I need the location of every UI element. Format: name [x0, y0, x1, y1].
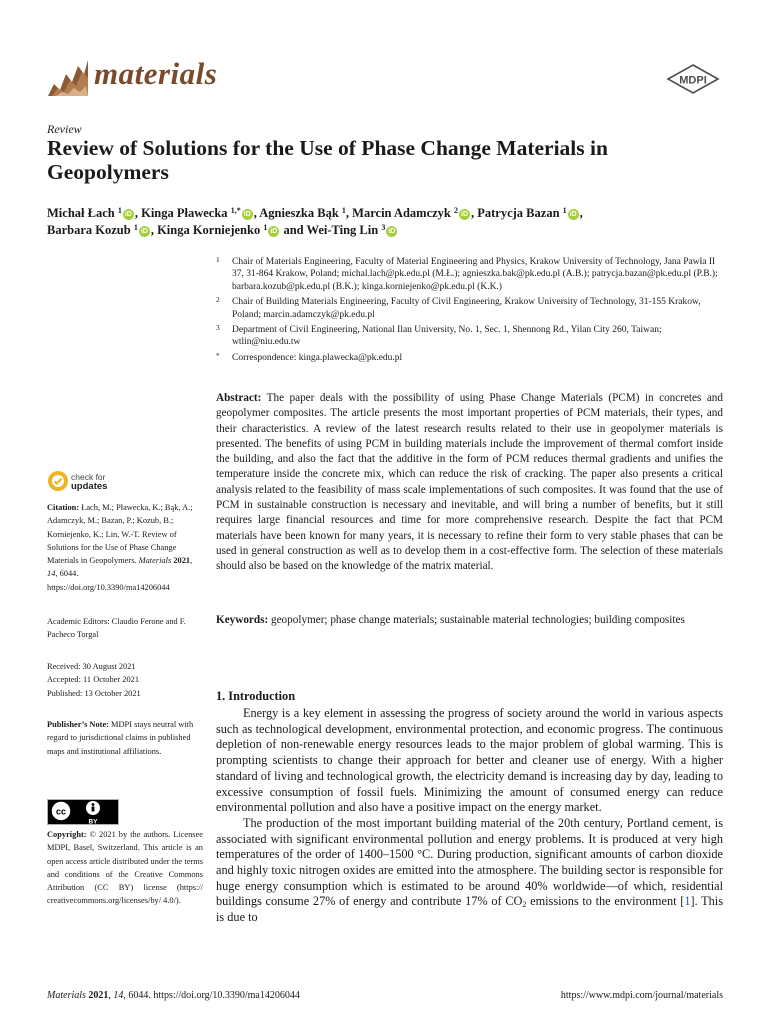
paragraph: Energy is a key element in assessing the progress of society around the world in various aspects such as technological development, environmental protection, and economic progress. The continuous depletion of non-renewable energy resources leads to the major problem of global warming. This is prompting scientists to change their approach for better and cleaner use of energy. With a higher standard of living and technological growth, the electricity demand is increasing day by day, leading to excessive consumption of fossil fuels. Minimizing the amount of consumed energy can reduce environmental pollution and also have a positive impact on the energy market.: [216, 706, 723, 815]
article-type: Review: [47, 122, 82, 136]
author-list-line-2: Barbara Kozub $^1$ iD , Kinga Korniejenko $^1$ iD and Wei-Ting Lin $^3$ iD: [47, 223, 396, 237]
copyright-notice: Copyright: © 2021 by the authors. Licensee MDPI, Basel, Switzerland. This article is an open access article distributed under the terms and conditions of the Creative Commons Attribution (CC BY) license (https:// creativecommons.org/licenses/by/ 4.0/).: [47, 830, 204, 906]
paragraph: The production of the most important building material of the 20th century, Portland cement, is associated with significant environmental pollution and energy problems. It is produced at very high temperatures of the order of 1400–1500 °C. During production, significant amounts of carbon dioxide and highly toxic nitrogen oxides are emitted into the atmosphere. The building sector is responsible for huge energy consumption which is estimated to be around 40% worldwide—of which, residential buildings consume 27% of energy and contribute 17% of $CO_2$ emissions to the environment [1]. This is due to: [216, 815, 724, 925]
reference-link[interactable]: 1: [684, 894, 691, 909]
author-list-line-1: Michał Łach $^1$ iD , Kinga Pławecka $^{1,*}$ iD , Agnieszka Bąk $^1$, Marcin Adamczyk $^2$ iD , Patrycja Bazan $^1$ iD ,: [47, 206, 583, 220]
author-name: Kinga Korniejenko: [157, 223, 261, 237]
author-name: Michał Łach: [47, 206, 115, 220]
footer-journal-url[interactable]: https://www.mdpi.com/journal/materials: [560, 990, 723, 1001]
author-name: Barbara Kozub: [47, 223, 131, 237]
abstract-label: Abstract:: [216, 392, 262, 404]
orcid-icon[interactable]: iD: [243, 211, 251, 218]
check-updates-label: check for updates: [71, 472, 108, 492]
author-name: Wei-Ting Lin: [306, 223, 379, 237]
author-name: Marcin Adamczyk: [352, 206, 451, 220]
cc-by-text: BY: [88, 818, 98, 825]
affiliations: [216, 256, 726, 367]
body-text: [216, 706, 723, 926]
correspondence-item: * Correspondence: kinga.plawecka@pk.edu.pl: [216, 350, 403, 363]
publishers-note: Publisher’s Note: MDPI stays neutral with regard to jurisdictional claims in published maps and institutional affiliations.: [47, 720, 194, 756]
author-name: Agnieszka Bąk: [259, 206, 339, 220]
journal-name: materials: [94, 56, 218, 91]
abstract-text: The paper deals with the possibility of using Phase Change Materials (PCM) in concretes and geopolymer composites. The article presents the most important properties of PCM materials, their types, and their characteristics. A review of the latest research results related to their use in geopolymer materials is presented. The benefits of using PCM in building materials include the improvement of thermal comfort inside the building, and also the fact that the additive in the form of PCM reduces thermal gradients and unifies the temperature inside the concrete mix, which can reduce the risk of cracking. The paper also presents a critical analysis related to the feasibility of mass scale implementations of such composites. It was found that the use of PCM in sustainable construction is necessary and inevitable, and will bring a number of benefits, but it still requires large financial resources and time for more comprehensive research. Despite the fact that PCM materials have been known for many years, it is necessary to refine their form to very stable phases that can be used in general construction as well as to develop them in a cost-effective form. The selection of these materials should also be based on the knowledge of the matrix material.: [216, 392, 723, 573]
orcid-icon[interactable]: iD: [569, 211, 577, 218]
received-date: Received: 30 August 2021: [47, 662, 136, 671]
accepted-date: Accepted: 11 October 2021: [47, 675, 140, 685]
author-name: Kinga Pławecka: [141, 206, 228, 220]
keywords: [216, 613, 723, 628]
orcid-icon[interactable]: iD: [140, 228, 148, 235]
published-date: Published: 13 October 2021: [47, 688, 141, 698]
orcid-icon[interactable]: iD: [270, 228, 278, 235]
footer-citation: Materials 2021, 14, 6044. https://doi.org/10.3390/ma14206044: [47, 990, 300, 1001]
keywords-text: geopolymer; phase change materials; sustainable material technologies; building composites: [271, 614, 685, 626]
journal-logo-icon: [46, 56, 90, 98]
orcid-icon[interactable]: iD: [388, 228, 396, 235]
and-word: and: [283, 223, 304, 237]
mdpi-logo-text: MDPI: [679, 74, 707, 87]
orcid-icon[interactable]: iD: [461, 211, 468, 218]
section-heading: 1. Introduction: [216, 689, 296, 703]
academic-editors: Academic Editors: Claudio Ferone and F. Pacheco Torgal: [47, 617, 186, 640]
affiliation-item: 3 Department of Civil Engineering, National Ilan University, No. 1, Sec. 1, Shennong Rd., Yilan City 260, Taiwan; wtlin@niu.edu.tw: [216, 323, 662, 348]
keywords-label: Keywords:: [216, 614, 269, 626]
cc-by-license-icon[interactable]: [47, 799, 119, 825]
citation-doi-link[interactable]: https://doi.org/10.3390/ma14206044: [47, 582, 170, 592]
mdpi-logo-icon: [666, 64, 720, 94]
affiliation-item: 2 Chair of Building Materials Engineering, Faculty of Civil Engineering, Krakow University of Technology, 31-155 Krakow, Poland; marcin.adamczyk@pk.edu.pl: [216, 295, 701, 320]
affiliation-item: 1 Chair of Materials Engineering, Faculty of Material Engineering and Physics, Krakow University of Technology, Jana Pawła II 37, 31-864 Krakow, Poland; michal.lach@pk.edu.pl (M.Ł.); agnieszka.bak@pk.edu.pl (A.B.); patrycja.bazan@pk.edu.pl (P.B.); barbara.kozub@pk.edu.pl (B.K.); kinga.korniejenko@pk.edu.pl (K.K.): [216, 255, 718, 292]
article-title: Review of Solutions for the Use of Phase Change Materials in Geopolymers: [47, 136, 608, 184]
citation-block: Citation: Łach, M.; Pławecka, K.; Bąk, A.; Adamczyk, M.; Bazan, P.; Kozub, B.; Korniejenko, K.; Lin, W.-T. Review of Solutions for the Use of Phase Change Materials in Geopolymers. Materials 2021, 14, 6044. https://doi.org/10.3390/ma14206044: [47, 503, 193, 592]
svg-text:cc: cc: [55, 806, 67, 817]
check-updates-icon: [47, 470, 69, 492]
author-name: Patrycja Bazan: [477, 206, 560, 220]
check-for-updates-button[interactable]: [47, 470, 157, 498]
abstract: [216, 391, 723, 575]
orcid-icon[interactable]: iD: [124, 211, 132, 218]
publication-dates: [47, 660, 203, 700]
